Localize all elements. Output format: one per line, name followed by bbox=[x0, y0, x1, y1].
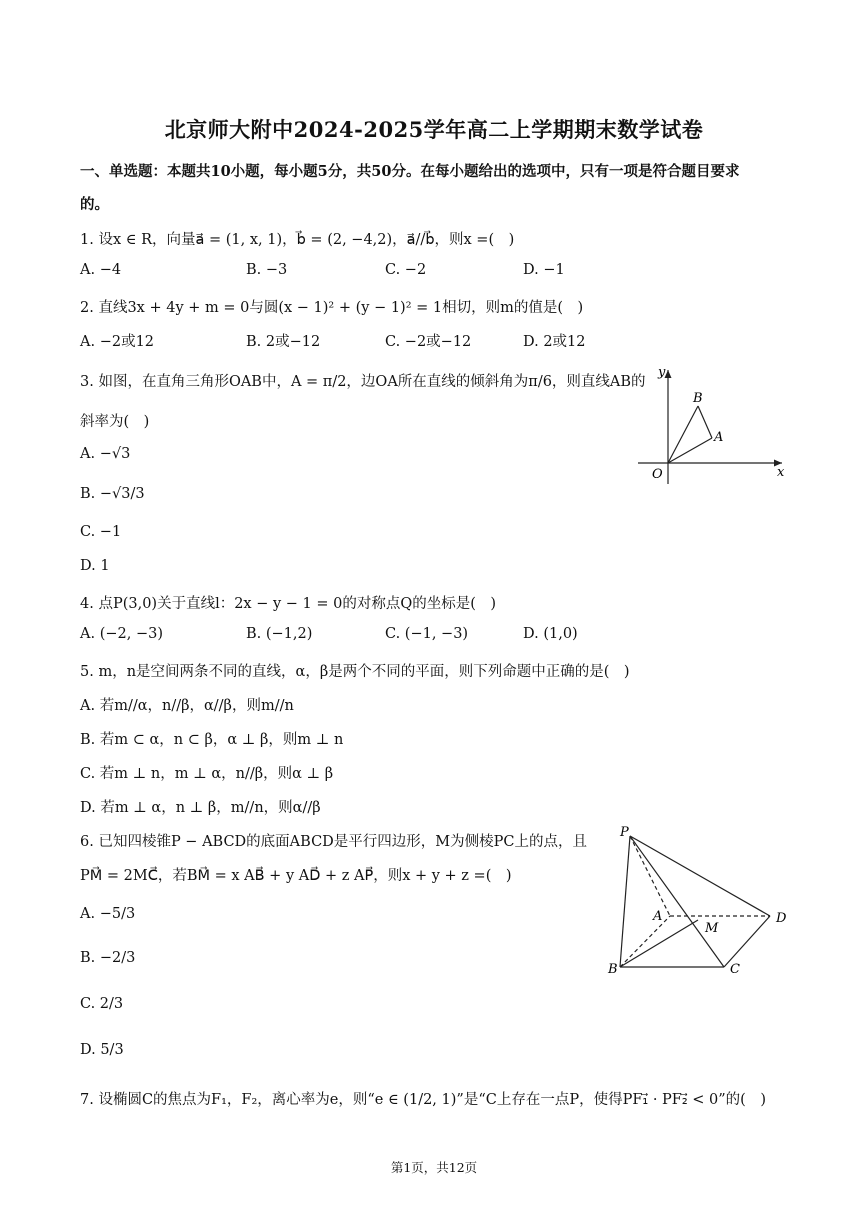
option-a: A. −√3 bbox=[80, 446, 131, 462]
origin-label: O bbox=[652, 467, 663, 482]
point-d-label: D bbox=[776, 911, 787, 926]
y-axis-label: y bbox=[658, 365, 666, 380]
option-c: C. 若m ⊥ n，m ⊥ α，n//β，则α ⊥ β bbox=[80, 766, 334, 782]
option-c: C. −1 bbox=[80, 524, 122, 540]
point-a-label: A bbox=[653, 909, 663, 924]
option-b: B. −3 bbox=[246, 262, 288, 278]
option-a: A. −2或12 bbox=[80, 334, 155, 350]
option-a: A. 若m//α，n//β，α//β，则m//n bbox=[80, 698, 294, 714]
page-title: 北京师大附中2024-2025学年高二上学期期末数学试卷 bbox=[164, 117, 704, 142]
option-d: D. −1 bbox=[523, 262, 565, 278]
point-b-label: B bbox=[693, 391, 703, 406]
option-a: A. (−2, −3) bbox=[80, 626, 163, 642]
option-a: A. −5/3 bbox=[80, 906, 136, 922]
question-4-stem: 4. 点P(3,0)关于直线l：2x − y − 1 = 0的对称点Q的坐标是( ) bbox=[80, 596, 497, 612]
option-c: C. −2或−12 bbox=[385, 334, 472, 350]
point-p-label: P bbox=[620, 825, 629, 840]
question-6-stem-cont: PM⃗ = 2MC⃗，若BM⃗ = x AB⃗ + y AD⃗ + z AP⃗，则x + y + z =( ) bbox=[80, 868, 512, 884]
option-a: A. −4 bbox=[80, 262, 122, 278]
option-d: D. 若m ⊥ α，n ⊥ β，m//n，则α//β bbox=[80, 800, 321, 816]
option-d: D. (1,0) bbox=[523, 626, 578, 642]
section-heading-cont: 的。 bbox=[80, 196, 109, 213]
question-6-stem: 6. 已知四棱锥P − ABCD的底面ABCD是平行四边形，M为侧棱PC上的点，且 bbox=[80, 834, 587, 850]
page-footer: 第1页，共12页 bbox=[390, 1160, 478, 1175]
option-b: B. −2/3 bbox=[80, 950, 136, 966]
x-axis-label: x bbox=[777, 465, 785, 480]
point-b-label: B bbox=[608, 962, 618, 977]
option-d: D. 1 bbox=[80, 558, 110, 574]
option-b: B. −√3/3 bbox=[80, 486, 145, 502]
option-c: C. (−1, −3) bbox=[385, 626, 469, 642]
question-3-stem-cont: 斜率为( ) bbox=[80, 414, 150, 430]
option-b: B. 若m ⊂ α，n ⊂ β，α ⊥ β，则m ⊥ n bbox=[80, 732, 344, 748]
option-b: B. 2或−12 bbox=[246, 334, 321, 350]
question-1-stem: 1. 设x ∈ R，向量a⃗ = (1, x, 1)，b⃗ = (2, −4,2)，a⃗//b⃗，则x =( ) bbox=[80, 232, 515, 248]
question-7-stem: 7. 设椭圆C的焦点为F₁，F₂，离心率为e，则“e ∈ (1/2, 1)”是“C上存在一点P，使得PF₁⃗ · PF₂⃗ < 0”的( ) bbox=[80, 1092, 766, 1108]
option-d: D. 2或12 bbox=[523, 334, 586, 350]
point-c-label: C bbox=[730, 962, 740, 977]
option-c: C. 2/3 bbox=[80, 996, 124, 1012]
triangle-figure bbox=[630, 362, 795, 487]
question-5-stem: 5. m，n是空间两条不同的直线，α，β是两个不同的平面，则下列命题中正确的是( ) bbox=[80, 664, 630, 680]
pyramid-figure bbox=[598, 822, 798, 982]
option-d: D. 5/3 bbox=[80, 1042, 124, 1058]
point-m-label: M bbox=[705, 921, 719, 936]
point-a-label: A bbox=[714, 430, 724, 445]
option-b: B. (−1,2) bbox=[246, 626, 313, 642]
section-heading: 一、单选题：本题共10小题，每小题5分，共50分。在每小题给出的选项中，只有一项是符合题目要求 bbox=[80, 163, 740, 180]
question-2-stem: 2. 直线3x + 4y + m = 0与圆(x − 1)² + (y − 1)² = 1相切，则m的值是( ) bbox=[80, 300, 584, 316]
question-3-stem: 3. 如图，在直角三角形OAB中，A = π/2，边OA所在直线的倾斜角为π/6，则直线AB的 bbox=[80, 374, 646, 390]
option-c: C. −2 bbox=[385, 262, 427, 278]
